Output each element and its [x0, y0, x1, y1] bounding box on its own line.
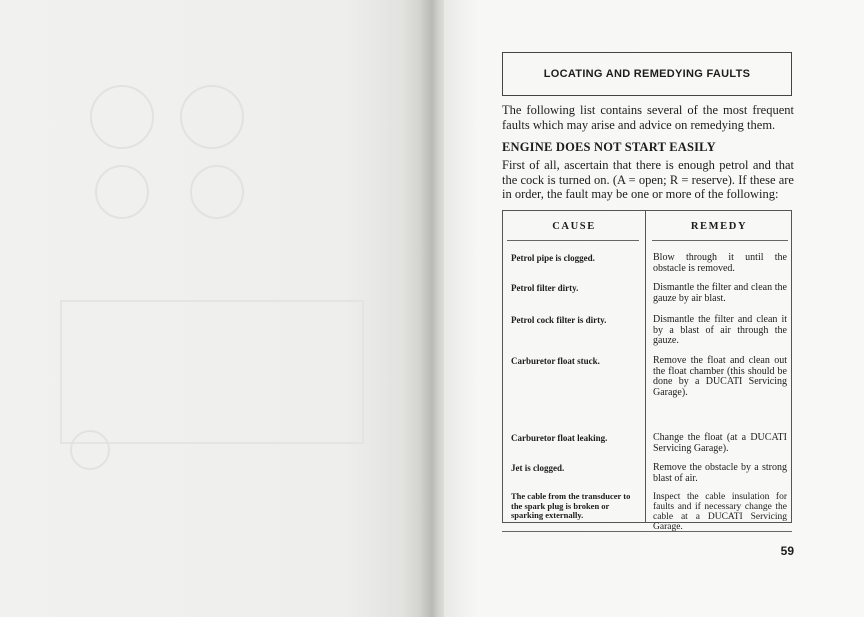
- right-page: [444, 0, 864, 617]
- header-divider: [652, 240, 788, 241]
- header-divider: [507, 240, 639, 241]
- table-cell-remedy: Dismantle the filter and clean it by a blast of air through the gauze.: [653, 314, 787, 346]
- bleed-through-shape: [180, 85, 244, 149]
- intro-paragraph: The following list contains several of the most frequent faults which may arise and advice on remedying them.: [502, 103, 794, 132]
- page-title: LOCATING AND REMEDYING FAULTS: [502, 52, 792, 96]
- table-cell-remedy: Remove the float and clean out the float chamber (this should be done by a DUCATI Servicing Garage).: [653, 355, 787, 398]
- bottom-divider: [502, 531, 792, 532]
- bleed-through-shape: [90, 85, 154, 149]
- bleed-through-shape: [190, 165, 244, 219]
- table-cell-cause: Petrol cock filter is dirty.: [511, 315, 607, 325]
- column-header-cause: CAUSE: [552, 221, 596, 232]
- table-cell-cause: Jet is clogged.: [511, 463, 565, 473]
- section-heading: ENGINE DOES NOT START EASILY: [502, 140, 716, 154]
- table-cell-remedy: Blow through it until the obstacle is removed.: [653, 252, 787, 274]
- bleed-through-shape: [95, 165, 149, 219]
- table-cell-cause: Petrol filter dirty.: [511, 283, 579, 293]
- table-cell-cause: Petrol pipe is clogged.: [511, 253, 595, 263]
- column-header-remedy: REMEDY: [690, 221, 748, 232]
- table-cell-cause: The cable from the transducer to the spark plug is broken or sparking externally.: [511, 491, 631, 520]
- bleed-through-shape: [70, 430, 110, 470]
- section-paragraph: First of all, ascertain that there is enough petrol and that the cock is turned on. (A = open; R = reserve). If these are in order, the fault may be one or more of the following:: [502, 158, 794, 201]
- table-cell-remedy: Change the float (at a DUCATI Servicing Garage).: [653, 432, 787, 454]
- page-number: 59: [780, 544, 794, 558]
- table-cell-remedy: Dismantle the filter and clean the gauze by air blast.: [653, 282, 787, 304]
- table-cell-remedy: Inspect the cable insulation for faults and if necessary change the cable at a DUCATI Servicing Garage.: [653, 492, 787, 532]
- table-cell-cause: Carburetor float leaking.: [511, 433, 608, 443]
- table-cell-cause: Carburetor float stuck.: [511, 356, 600, 366]
- bleed-through-shape: [60, 300, 364, 444]
- fault-table: [502, 210, 792, 532]
- table-cell-remedy: Remove the obstacle by a strong blast of air.: [653, 462, 787, 484]
